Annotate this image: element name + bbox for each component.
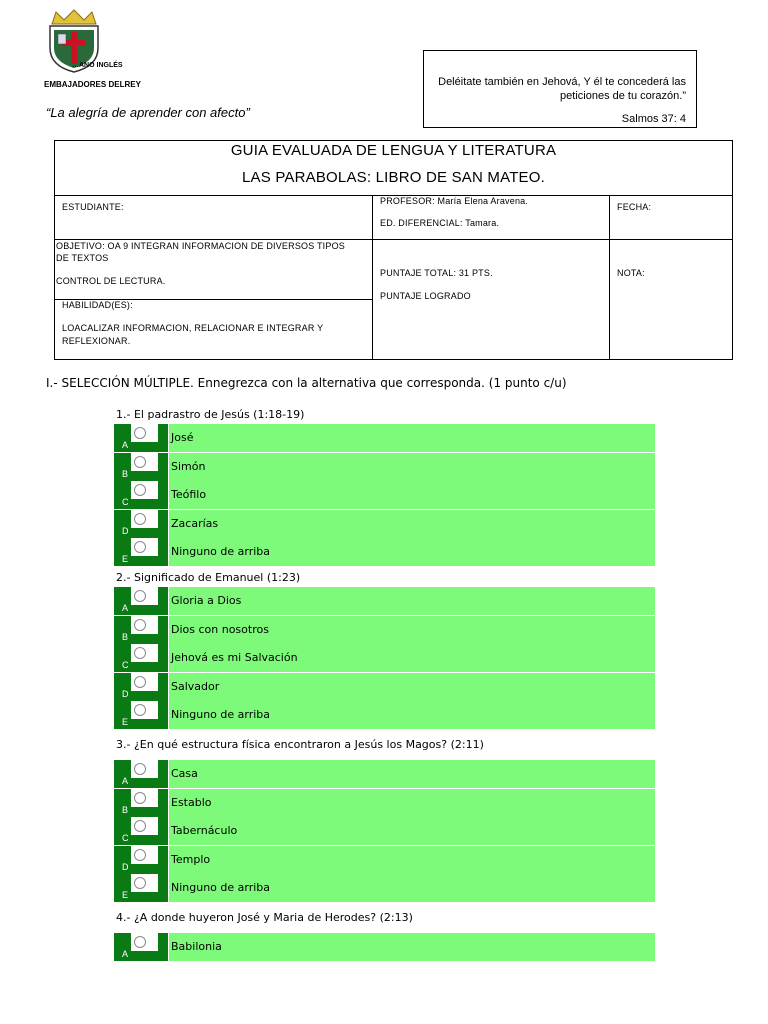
option-letter-cell (114, 817, 168, 845)
option-letter-cell (114, 453, 168, 481)
option-radio-button[interactable] (134, 484, 146, 496)
option-letter: C (122, 497, 129, 507)
option-radio-button[interactable] (134, 647, 146, 659)
option-text-cell (169, 789, 655, 817)
diferencial-teacher: ED. DIFERENCIAL: Tamara. (380, 218, 500, 228)
option-text-cell (169, 846, 655, 874)
option-label: Casa (171, 767, 198, 780)
answer-option[interactable] (114, 510, 655, 538)
option-letter: D (122, 861, 129, 872)
question-text: 3.- ¿En qué estructura física encontraron a Jesús los Magos? (2:11) (116, 738, 484, 751)
option-letter: E (122, 890, 129, 900)
answer-option[interactable] (114, 701, 655, 729)
exam-info-table (54, 140, 733, 360)
option-letter-cell (114, 538, 168, 566)
option-radio-button[interactable] (134, 820, 146, 832)
school-subtitle: EMBAJADORES DELREY (44, 80, 141, 89)
option-radio-button[interactable] (134, 792, 146, 804)
option-label: Templo (171, 852, 211, 866)
skills-label: HABILIDAD(ES): (62, 300, 133, 310)
option-radio-button[interactable] (134, 590, 146, 602)
option-letter: B (122, 631, 129, 642)
teacher-name: PROFESOR: María Elena Aravena. (380, 196, 529, 206)
option-radio-button[interactable] (134, 704, 146, 716)
answer-option[interactable] (114, 673, 655, 701)
option-label: Jehová es mi Salvación (171, 651, 298, 664)
option-letter-cell (114, 874, 168, 902)
exam-subtitle: LAS PARABOLAS: LIBRO DE SAN MATEO. (242, 169, 545, 186)
answer-option[interactable] (114, 587, 655, 615)
option-letter-cell (114, 701, 168, 729)
option-label: Zacarías (171, 516, 219, 530)
option-label: Ninguno de arriba (171, 881, 271, 894)
option-letter-cell (114, 510, 168, 538)
option-label: Ninguno de arriba (171, 708, 271, 721)
option-label: Salvador (171, 679, 220, 693)
option-letter: A (122, 949, 129, 959)
option-label: Simón (171, 459, 206, 473)
exam-title: GUIA EVALUADA DE LENGUA Y LITERATURA (230, 142, 557, 159)
option-text-cell (169, 760, 655, 788)
question-text: 4.- ¿A donde huyeron José y Maria de Herodes? (2:13) (116, 911, 413, 924)
date-label: FECHA: (617, 202, 652, 212)
option-radio-button[interactable] (134, 936, 146, 948)
student-label: ESTUDIANTE: (62, 202, 124, 212)
option-radio-button[interactable] (134, 676, 146, 688)
option-text-cell (169, 587, 655, 615)
option-label: Babilonia (171, 940, 222, 953)
option-letter-cell (114, 789, 168, 817)
option-radio-button[interactable] (134, 456, 146, 468)
question-text: 2.- Significado de Emanuel (1:23) (116, 571, 301, 584)
objective-line-2: DE TEXTOS (56, 253, 109, 263)
option-label: Tabernáculo (171, 824, 238, 837)
option-radio-button[interactable] (134, 619, 146, 631)
question-text: 1.- El padrastro de Jesús (1:18-19) (116, 408, 305, 421)
answer-option[interactable] (114, 789, 655, 817)
option-label: Teófilo (171, 488, 207, 501)
option-label: Dios con nosotros (171, 622, 269, 636)
option-letter-cell (114, 424, 168, 452)
option-radio-button[interactable] (134, 877, 146, 889)
total-score: PUNTAJE TOTAL: 31 PTS. (380, 268, 493, 278)
option-text-cell (169, 673, 655, 701)
answer-option[interactable] (114, 817, 655, 845)
option-radio-button[interactable] (134, 427, 146, 439)
option-letter-cell (114, 760, 168, 788)
option-letter-cell (114, 673, 168, 701)
option-label: Gloria a Dios (171, 594, 242, 607)
option-letter: C (122, 833, 129, 843)
option-letter-cell (114, 587, 168, 615)
option-letter: E (122, 717, 129, 727)
control-label: CONTROL DE LECTURA. (56, 276, 166, 286)
school-motto: “La alegría de aprender con afecto” (46, 105, 250, 120)
objective-line-1: OBJETIVO: OA 9 INTEGRAN INFORMACION DE DIVERSOS TIPOS (56, 241, 345, 251)
option-label: José (171, 431, 194, 444)
option-radio-button[interactable] (134, 849, 146, 861)
option-text-cell (169, 510, 655, 538)
option-text-cell (169, 481, 655, 509)
grade-label: NOTA: (617, 268, 645, 278)
option-text-cell (169, 933, 655, 961)
option-label: Establo (171, 795, 212, 809)
answer-option[interactable] (114, 538, 655, 566)
achieved-score-label: PUNTAJE LOGRADO (380, 291, 471, 301)
answer-option[interactable] (114, 616, 655, 644)
option-letter: C (122, 660, 129, 670)
option-letter: B (122, 468, 129, 479)
answer-option[interactable] (114, 874, 655, 902)
option-letter: E (122, 554, 129, 564)
option-letter: B (122, 804, 129, 815)
option-letter: A (122, 603, 129, 613)
option-text-cell (169, 453, 655, 481)
answer-option[interactable] (114, 933, 655, 961)
answer-option[interactable] (114, 846, 655, 874)
answer-option[interactable] (114, 481, 655, 509)
skills-line-2: REFLEXIONAR. (62, 336, 131, 346)
option-letter-cell (114, 481, 168, 509)
option-letter: D (122, 525, 129, 536)
verse-text: Deléitate también en Jehová, Y él te concederá las peticiones de tu corazón.” (438, 76, 686, 102)
verse-reference: Salmos 37: 4 (621, 113, 686, 125)
option-letter-cell (114, 616, 168, 644)
answer-option[interactable] (114, 424, 655, 452)
bible-verse-box (423, 50, 697, 128)
option-letter-cell (114, 644, 168, 672)
answer-option[interactable] (114, 760, 655, 788)
answer-option[interactable] (114, 453, 655, 481)
skills-line-1: LOACALIZAR INFORMACION, RELACIONAR E INTEGRAR Y (62, 323, 324, 333)
option-letter: A (122, 776, 129, 786)
option-label: Ninguno de arriba (171, 545, 271, 558)
option-letter-cell (114, 933, 168, 961)
option-radio-button[interactable] (134, 763, 146, 775)
section-heading: I.- SELECCIÓN MÚLTIPLE. Ennegrezca con la alternativa que corresponda. (1 punto c/u) (46, 376, 567, 390)
option-radio-button[interactable] (134, 541, 146, 553)
option-letter-cell (114, 846, 168, 874)
option-letter: A (122, 440, 129, 450)
option-letter: D (122, 688, 129, 699)
school-name: …ANO INGLÉS (72, 62, 123, 69)
option-radio-button[interactable] (134, 513, 146, 525)
option-text-cell (169, 424, 655, 452)
answer-option[interactable] (114, 644, 655, 672)
option-text-cell (169, 817, 655, 845)
